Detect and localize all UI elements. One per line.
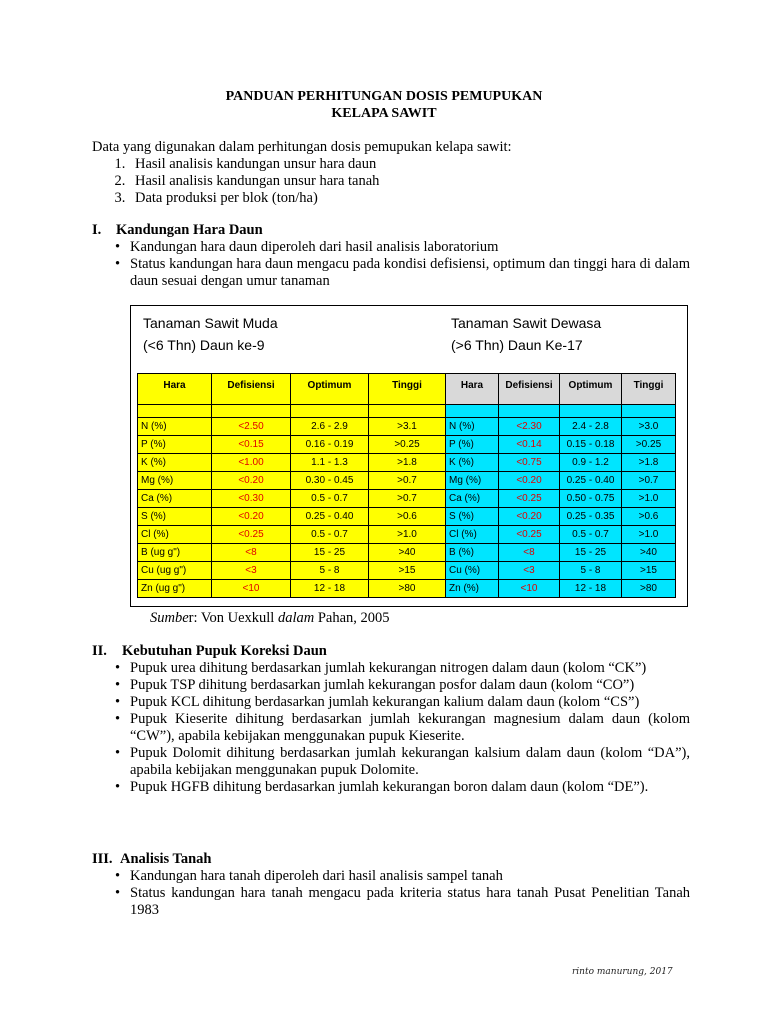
value-cell: >0.25: [622, 436, 676, 454]
section-1-number: I.: [92, 222, 102, 238]
value-cell: >40: [369, 544, 446, 562]
col-header: Optimum: [291, 374, 369, 405]
value-cell: <0.25: [499, 526, 560, 544]
table-row: [138, 580, 676, 598]
intro-text: Data yang digunakan dalam perhitungan dosis pemupukan kelapa sawit:: [92, 139, 512, 155]
value-cell: <0.20: [499, 472, 560, 490]
value-cell: >40: [622, 544, 676, 562]
value-cell: >1.8: [622, 454, 676, 472]
value-cell: <10: [212, 580, 291, 598]
bullet-item: • Pupuk KCL dihitung berdasarkan jumlah kekurangan kalium dalam daun (kolom “CS”): [130, 694, 690, 711]
section-2-title: Kebutuhan Pupuk Koreksi Daun: [122, 643, 327, 659]
value-cell: >15: [622, 562, 676, 580]
nutrient-cell: Mg (%): [446, 472, 499, 490]
young-palm-title: Tanaman Sawit Muda: [143, 315, 278, 331]
spacer-cell: [138, 405, 212, 418]
table-source: [150, 610, 390, 627]
value-cell: <10: [499, 580, 560, 598]
doc-title-line1: PANDUAN PERHITUNGAN DOSIS PEMUPUKAN: [225, 89, 543, 104]
bullet-item: • Pupuk TSP dihitung berdasarkan jumlah kekurangan posfor dalam daun (kolom “CO”): [130, 677, 690, 694]
intro-list-item: 1. Hasil analisis kandungan unsur hara daun: [129, 156, 512, 173]
source-rest: Pahan, 2005: [314, 610, 390, 626]
value-cell: <2.50: [212, 418, 291, 436]
value-cell: 2.4 - 2.8: [560, 418, 622, 436]
value-cell: >0.7: [369, 472, 446, 490]
value-cell: <0.20: [212, 508, 291, 526]
value-cell: >0.7: [622, 472, 676, 490]
value-cell: 0.50 - 0.75: [560, 490, 622, 508]
value-cell: 12 - 18: [291, 580, 369, 598]
bullet-item: • Kandungan hara daun diperoleh dari hasil analisis laboratorium: [130, 239, 690, 256]
value-cell: >0.6: [369, 508, 446, 526]
value-cell: 12 - 18: [560, 580, 622, 598]
spacer-cell: [499, 405, 560, 418]
section-1-title: Kandungan Hara Daun: [116, 222, 263, 238]
value-cell: 15 - 25: [560, 544, 622, 562]
section-2-number: II.: [92, 643, 107, 659]
section-3-number: III.: [92, 851, 113, 867]
section-2-heading: [92, 643, 327, 660]
nutrient-cell: Cl (%): [446, 526, 499, 544]
bullet-item: • Pupuk Kieserite dihitung berdasarkan jumlah kekurangan magnesium dalam daun (kolom “CW”), apabila kebijakan menggunakan pupuk Kieserite.: [130, 711, 690, 745]
value-cell: 0.16 - 0.19: [291, 436, 369, 454]
value-cell: >0.7: [369, 490, 446, 508]
value-cell: <0.15: [212, 436, 291, 454]
nutrient-cell: S (%): [138, 508, 212, 526]
table-row: [138, 472, 676, 490]
nutrient-cell: Zn (ug g"): [138, 580, 212, 598]
value-cell: <0.14: [499, 436, 560, 454]
section-3-heading: [92, 851, 212, 868]
value-cell: <0.20: [499, 508, 560, 526]
intro-list: [92, 156, 512, 207]
value-cell: >0.6: [622, 508, 676, 526]
value-cell: >1.0: [622, 490, 676, 508]
value-cell: 5 - 8: [291, 562, 369, 580]
value-cell: >1.0: [622, 526, 676, 544]
section-3-title: Analisis Tanah: [120, 851, 212, 867]
spacer-cell: [446, 405, 499, 418]
spacer-cell: [212, 405, 291, 418]
value-cell: >0.25: [369, 436, 446, 454]
nutrient-cell: Cu (ug g"): [138, 562, 212, 580]
nutrient-table: [137, 373, 676, 598]
mature-palm-title: Tanaman Sawit Dewasa: [451, 315, 602, 331]
nutrient-cell: P (%): [138, 436, 212, 454]
spacer-cell: [369, 405, 446, 418]
nutrient-cell: B (ug g"): [138, 544, 212, 562]
value-cell: <3: [499, 562, 560, 580]
value-cell: >1.8: [369, 454, 446, 472]
value-cell: <3: [212, 562, 291, 580]
value-cell: 0.25 - 0.35: [560, 508, 622, 526]
bullet-item: • Pupuk urea dihitung berdasarkan jumlah kekurangan nitrogen dalam daun (kolom “CK”): [130, 660, 690, 677]
nutrient-cell: Zn (%): [446, 580, 499, 598]
value-cell: >15: [369, 562, 446, 580]
nutrient-cell: K (%): [446, 454, 499, 472]
nutrient-cell: P (%): [446, 436, 499, 454]
bullet-item: • Kandungan hara tanah diperoleh dari hasil analisis sampel tanah: [130, 868, 690, 885]
value-cell: <0.20: [212, 472, 291, 490]
table-header-row: [138, 374, 676, 405]
nutrient-cell: Mg (%): [138, 472, 212, 490]
table-body: [138, 405, 676, 598]
value-cell: 0.5 - 0.7: [560, 526, 622, 544]
value-cell: >3.0: [622, 418, 676, 436]
doc-title-line2: KELAPA SAWIT: [331, 106, 437, 121]
table-row: [138, 418, 676, 436]
spacer-cell: [622, 405, 676, 418]
value-cell: <1.00: [212, 454, 291, 472]
nutrient-cell: K (%): [138, 454, 212, 472]
value-cell: 0.25 - 0.40: [291, 508, 369, 526]
value-cell: <0.25: [212, 526, 291, 544]
table-row: [138, 436, 676, 454]
table-row: [138, 562, 676, 580]
value-cell: 0.30 - 0.45: [291, 472, 369, 490]
value-cell: <0.75: [499, 454, 560, 472]
source-dalam: dalam: [277, 610, 315, 626]
section-1-bullets: [114, 239, 690, 290]
col-header: Tinggi: [369, 374, 446, 405]
nutrient-cell: N (%): [446, 418, 499, 436]
nutrient-cell: Cu (%): [446, 562, 499, 580]
nutrient-standard-box: [130, 305, 688, 607]
table-row: [138, 544, 676, 562]
intro-list-item: 3. Data produksi per blok (ton/ha): [129, 190, 512, 207]
value-cell: >1.0: [369, 526, 446, 544]
value-cell: <8: [212, 544, 291, 562]
table-row: [138, 508, 676, 526]
value-cell: 0.5 - 0.7: [291, 526, 369, 544]
nutrient-cell: B (%): [446, 544, 499, 562]
col-header: Optimum: [560, 374, 622, 405]
bullet-item: • Status kandungan hara daun mengacu pada kondisi defisiensi, optimum dan tinggi hara di dalam daun sesuai dengan umur tanaman: [130, 256, 690, 290]
intro-block: [92, 139, 512, 207]
value-cell: <0.30: [212, 490, 291, 508]
value-cell: 0.9 - 1.2: [560, 454, 622, 472]
col-header: Defisiensi: [212, 374, 291, 405]
col-header: Defisiensi: [499, 374, 560, 405]
value-cell: 2.6 - 2.9: [291, 418, 369, 436]
section-3-bullets: [114, 868, 690, 919]
source-text: r: Von Uexkull: [188, 610, 278, 626]
value-cell: 0.15 - 0.18: [560, 436, 622, 454]
author-signature: rinto manurung, 2017: [572, 967, 673, 977]
intro-list-item: 2. Hasil analisis kandungan unsur hara tanah: [129, 173, 512, 190]
spacer-cell: [291, 405, 369, 418]
bullet-item: • Status kandungan hara tanah mengacu pada kriteria status hara tanah Pusat Penelitian Tanah 1983: [130, 885, 690, 919]
col-header: Tinggi: [622, 374, 676, 405]
value-cell: <8: [499, 544, 560, 562]
col-header: Hara: [138, 374, 212, 405]
nutrient-cell: Ca (%): [446, 490, 499, 508]
nutrient-cell: N (%): [138, 418, 212, 436]
section-1-heading: [92, 222, 263, 239]
table-row: [138, 490, 676, 508]
bullet-item: • Pupuk HGFB dihitung berdasarkan jumlah kekurangan boron dalam daun (kolom “DE”).: [130, 779, 690, 796]
value-cell: >3.1: [369, 418, 446, 436]
mature-palm-subtitle: (>6 Thn) Daun Ke-17: [451, 337, 583, 353]
source-italic: Sumbe: [150, 610, 189, 626]
young-palm-subtitle: (<6 Thn) Daun ke-9: [143, 337, 265, 353]
nutrient-cell: S (%): [446, 508, 499, 526]
value-cell: >80: [369, 580, 446, 598]
table-spacer-row: [138, 405, 676, 418]
table-row: [138, 526, 676, 544]
value-cell: <0.25: [499, 490, 560, 508]
nutrient-cell: Cl (%): [138, 526, 212, 544]
col-header: Hara: [446, 374, 499, 405]
value-cell: 0.25 - 0.40: [560, 472, 622, 490]
table-row: [138, 454, 676, 472]
value-cell: 0.5 - 0.7: [291, 490, 369, 508]
spacer-cell: [560, 405, 622, 418]
value-cell: 5 - 8: [560, 562, 622, 580]
value-cell: 1.1 - 1.3: [291, 454, 369, 472]
value-cell: 15 - 25: [291, 544, 369, 562]
value-cell: >80: [622, 580, 676, 598]
section-2-bullets: [114, 660, 690, 796]
nutrient-cell: Ca (%): [138, 490, 212, 508]
bullet-item: • Pupuk Dolomit dihitung berdasarkan jumlah kekurangan kalsium dalam daun (kolom “DA”), apabila kebijakan menggunakan pupuk Dolomite.: [130, 745, 690, 779]
value-cell: <2.30: [499, 418, 560, 436]
